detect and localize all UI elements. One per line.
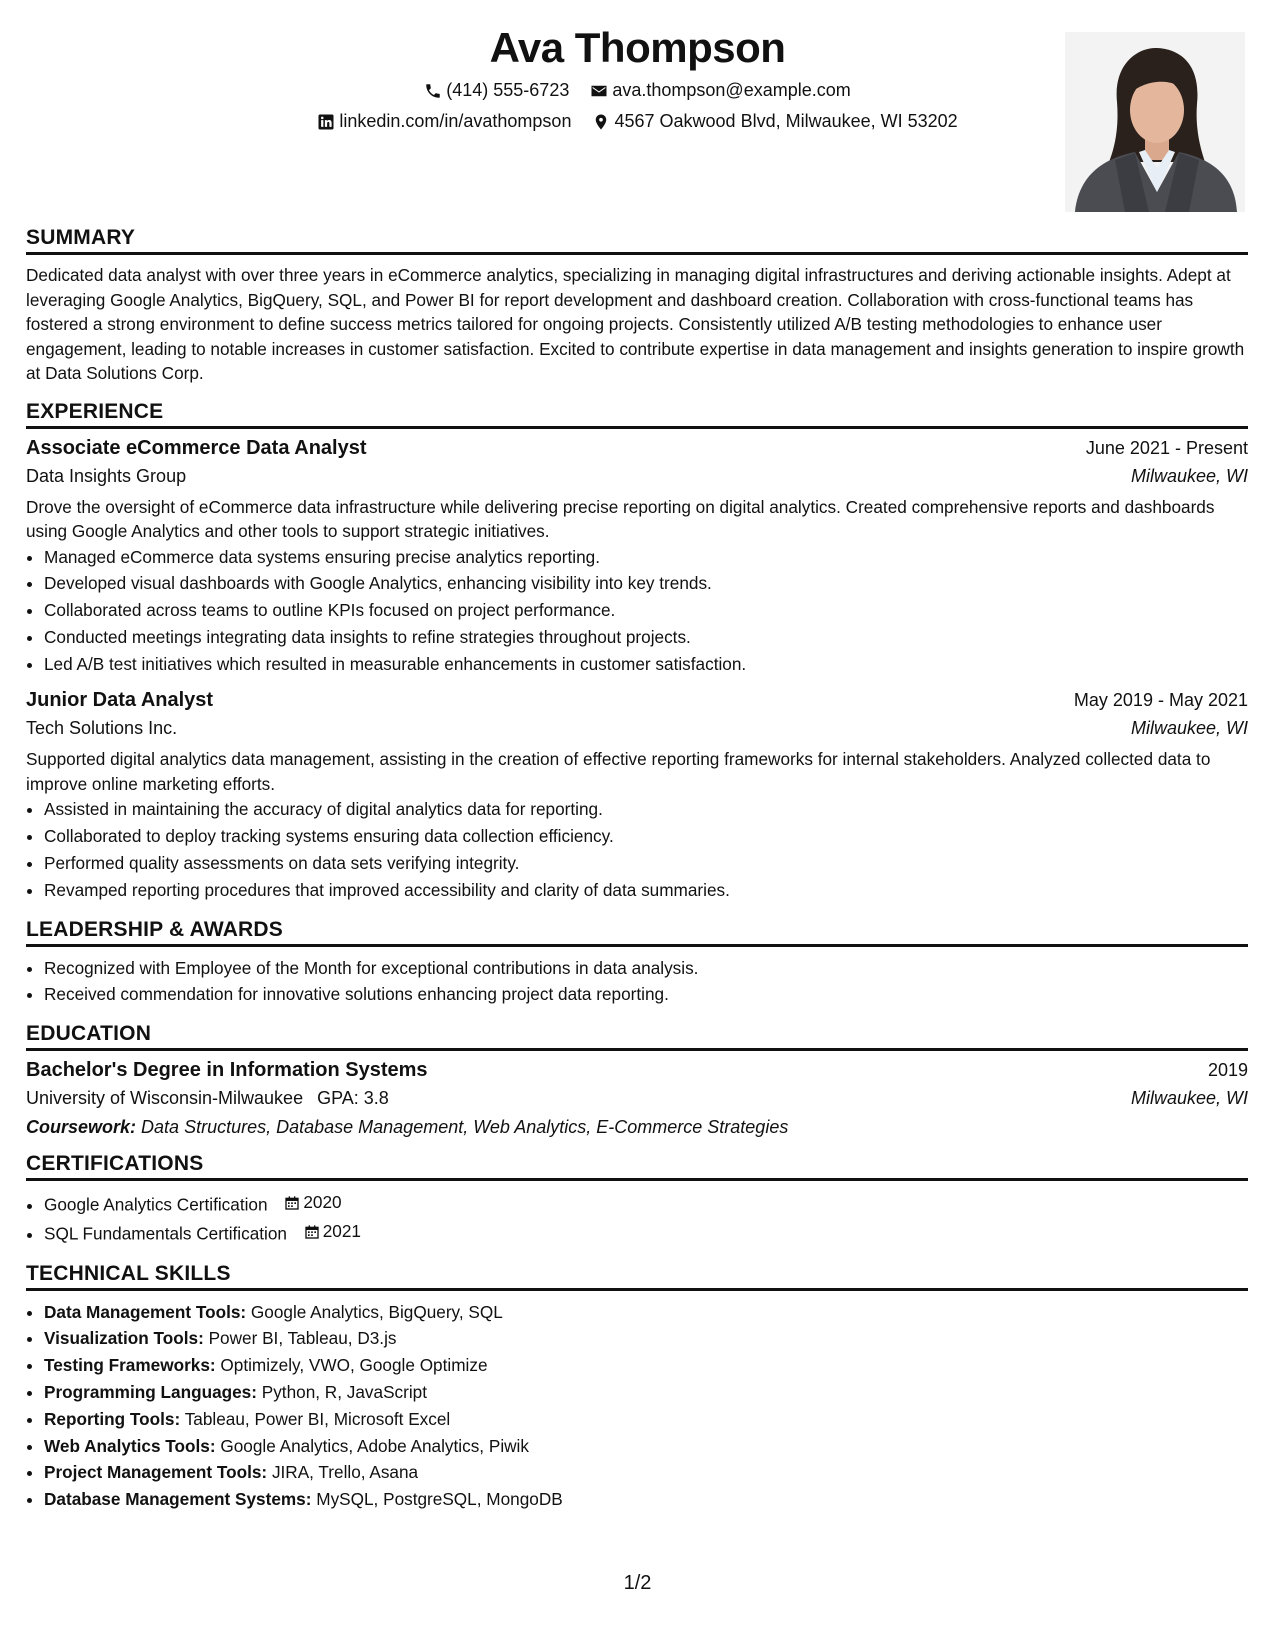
list-item: • Received commendation for innovative solutions enhancing project data reporting.: [44, 981, 1248, 1008]
linkedin-item[interactable]: [317, 111, 571, 132]
job-entry: [26, 437, 1248, 678]
linkedin-text[interactable]: linkedin.com/in/avathompson: [339, 111, 572, 131]
skill-value: Power BI, Tableau, D3.js: [208, 1328, 397, 1349]
job-header: [26, 437, 1248, 460]
calendar-icon: [284, 1195, 300, 1211]
list-item: [44, 1189, 1248, 1218]
list-item: [44, 1486, 1248, 1513]
list-item: [44, 1433, 1248, 1460]
list-item: [44, 1325, 1248, 1352]
list-item: • Performed quality assessments on data sets verifying integrity.: [44, 850, 1248, 877]
certifications-section: [26, 1152, 1248, 1247]
list-item: • Recognized with Employee of the Month for exceptional contributions in data analysis.: [44, 955, 1248, 982]
job-dates: May 2019 - May 2021: [1073, 690, 1248, 711]
skill-value: Tableau, Power BI, Microsoft Excel: [184, 1408, 451, 1429]
certification-date: [304, 1218, 361, 1245]
skill-value: Python, R, JavaScript: [261, 1382, 428, 1403]
section-title: LEADERSHIP & AWARDS: [26, 918, 1248, 947]
certification-name: SQL Fundamentals Certification: [44, 1223, 287, 1244]
skill-label: Web Analytics Tools:: [44, 1435, 216, 1456]
skill-label: Project Management Tools:: [44, 1462, 268, 1483]
leadership-section: [26, 918, 1248, 1009]
certifications-list: [26, 1189, 1248, 1247]
page-number: 1/2: [623, 1572, 652, 1594]
coursework-line: [26, 1117, 1248, 1138]
list-item: • Collaborated across teams to outline KPIs focused on project performance.: [44, 597, 1248, 624]
phone-text: (414) 555-6723: [446, 80, 570, 100]
address-text: 4567 Oakwood Blvd, Milwaukee, WI 53202: [614, 111, 958, 131]
skill-label: Testing Frameworks:: [44, 1355, 216, 1376]
company-name: Tech Solutions Inc.: [26, 718, 178, 739]
skills-list: [26, 1299, 1248, 1513]
education-subheader: [26, 1088, 1248, 1109]
skills-section: [26, 1262, 1248, 1513]
job-bullets: [26, 544, 1248, 678]
company-name: Data Insights Group: [26, 465, 187, 486]
envelope-icon: [590, 82, 608, 100]
candidate-name: Ava Thompson: [489, 24, 786, 71]
email-text[interactable]: ava.thompson@example.com: [612, 80, 851, 100]
list-item: [44, 1352, 1248, 1379]
section-title: EDUCATION: [26, 1022, 1248, 1051]
section-title: TECHNICAL SKILLS: [26, 1262, 1248, 1291]
skill-value: JIRA, Trello, Asana: [271, 1462, 419, 1483]
list-item: [44, 1379, 1248, 1406]
section-title: CERTIFICATIONS: [26, 1152, 1248, 1181]
job-title: Associate eCommerce Data Analyst: [26, 436, 367, 459]
list-item: [44, 1299, 1248, 1326]
job-header: [26, 689, 1248, 712]
phone-icon: [424, 82, 442, 100]
job-description: Drove the oversight of eCommerce data infrastructure while delivering precise reporting on digital analytics. Created comprehensive reports and dashboards using Google Analytics and other tools to support strategic initiatives.: [26, 496, 1215, 541]
list-item: • Collaborated to deploy tracking systems ensuring data collection efficiency.: [44, 823, 1248, 850]
coursework-label: Coursework:: [26, 1117, 137, 1138]
address-item: [592, 111, 957, 132]
list-item: • Assisted in maintaining the accuracy of digital analytics data for reporting.: [44, 796, 1248, 823]
list-item: [44, 1218, 1248, 1247]
job-entry: [26, 689, 1248, 903]
calendar-icon: [304, 1224, 320, 1240]
graduation-year: 2019: [1207, 1060, 1248, 1081]
certification-year: 2021: [322, 1221, 361, 1242]
certification-date: [284, 1189, 341, 1216]
skill-value: Google Analytics, Adobe Analytics, Piwik: [220, 1435, 529, 1456]
skill-label: Data Management Tools:: [44, 1301, 247, 1322]
skill-value: Google Analytics, BigQuery, SQL: [250, 1301, 503, 1322]
job-subheader: [26, 718, 1248, 739]
profile-photo: [1065, 32, 1245, 212]
certification-name: Google Analytics Certification: [44, 1194, 268, 1215]
school-name: University of Wisconsin-Milwaukee: [26, 1088, 304, 1109]
map-pin-icon: [592, 113, 610, 131]
list-item: • Revamped reporting procedures that improved accessibility and clarity of data summaries.: [44, 877, 1248, 904]
phone-item: [424, 80, 569, 101]
skill-label: Programming Languages:: [44, 1382, 257, 1403]
list-item: • Managed eCommerce data systems ensuring precise analytics reporting.: [44, 544, 1248, 571]
list-item: • Developed visual dashboards with Google Analytics, enhancing visibility into key trends.: [44, 570, 1248, 597]
experience-section: [26, 400, 1248, 904]
school-location: Milwaukee, WI: [1130, 1088, 1248, 1109]
gpa-text: GPA: 3.8: [317, 1088, 389, 1109]
education-section: [26, 1022, 1248, 1138]
section-title: SUMMARY: [26, 226, 1248, 255]
skill-label: Visualization Tools:: [44, 1328, 204, 1349]
section-title: EXPERIENCE: [26, 400, 1248, 429]
education-header: [26, 1059, 1248, 1082]
job-location: Milwaukee, WI: [1130, 465, 1248, 486]
portrait-image: [1065, 32, 1245, 212]
list-item: [44, 1406, 1248, 1433]
list-item: • Led A/B test initiatives which resulted in measurable enhancements in customer satisfaction.: [44, 651, 1248, 678]
skill-value: MySQL, PostgreSQL, MongoDB: [316, 1489, 563, 1510]
skill-value: Optimizely, VWO, Google Optimize: [220, 1355, 488, 1376]
list-item: [44, 1459, 1248, 1486]
job-bullets: [26, 796, 1248, 903]
summary-text: Dedicated data analyst with over three years in eCommerce analytics, specializing in managing digital infrastructures and deriving actionable insights. Adept at leveraging Google Analytics, BigQuery, SQL, and Power BI for report development and dashboard creation. Collaboration with cross-functional teams has fostered a strong environment to define success metrics tailored for ongoing projects. Consistently utilized A/B testing methodologies to enhance user engagement, leading to notable increases in customer satisfaction. Excited to contribute expertise in data management and insights generation to inspire growth at Data Solutions Corp.: [26, 265, 1245, 383]
job-description: Supported digital analytics data management, assisting in the creation of effective reporting frameworks for internal stakeholders. Analyzed collected data to improve online marketing efforts.: [26, 749, 1211, 794]
email-item[interactable]: [590, 80, 850, 101]
job-dates: June 2021 - Present: [1085, 437, 1248, 458]
coursework-text: Data Structures, Database Management, Web Analytics, E-Commerce Strategies: [141, 1117, 789, 1138]
summary-section: [26, 226, 1248, 386]
job-title: Junior Data Analyst: [26, 689, 214, 712]
job-subheader: [26, 466, 1248, 487]
skill-label: Database Management Systems:: [44, 1489, 312, 1510]
awards-list: [26, 955, 1248, 1009]
resume-body: [26, 226, 1248, 1527]
degree-title: Bachelor's Degree in Information Systems: [26, 1059, 428, 1082]
skill-label: Reporting Tools:: [44, 1408, 181, 1429]
job-location: Milwaukee, WI: [1130, 718, 1248, 739]
list-item: • Conducted meetings integrating data insights to refine strategies throughout projects.: [44, 624, 1248, 651]
linkedin-icon: [317, 113, 335, 131]
certification-year: 2020: [303, 1192, 342, 1213]
